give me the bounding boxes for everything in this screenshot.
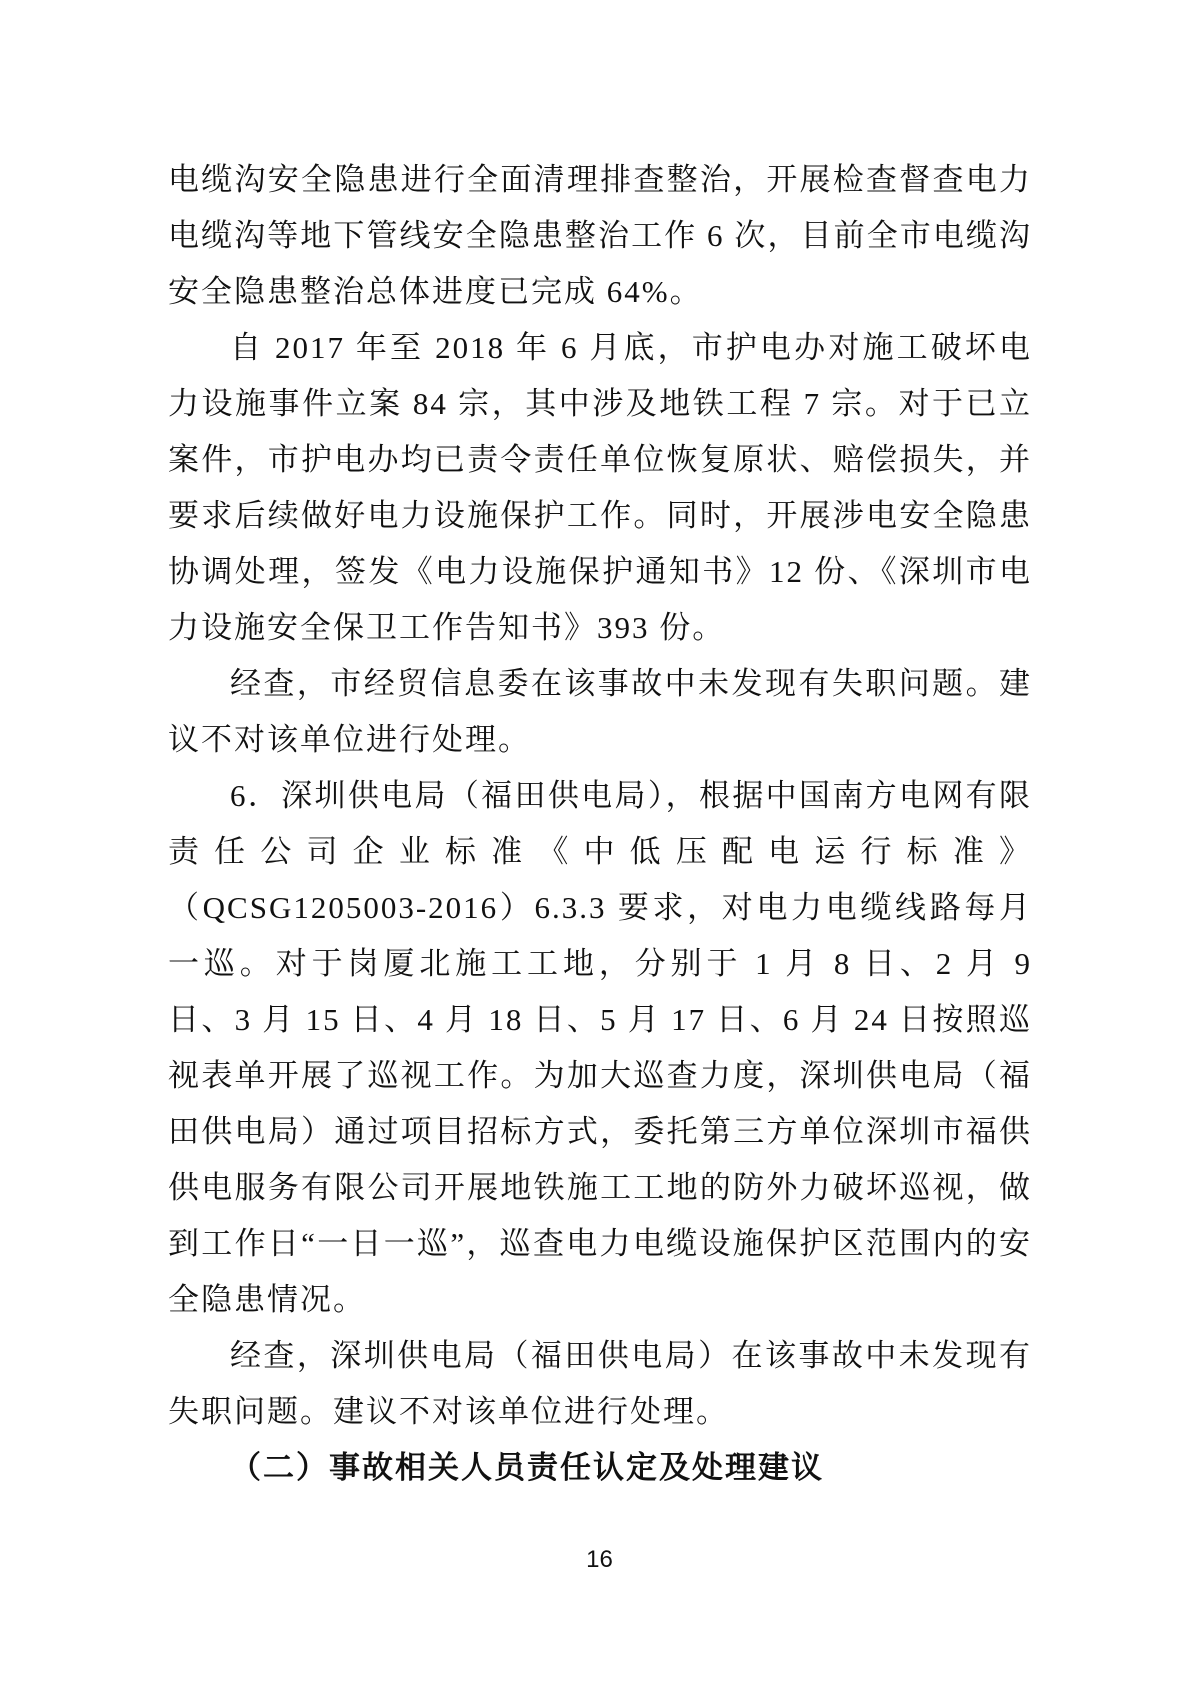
page-number: 16 bbox=[586, 1546, 613, 1573]
section-heading-responsibility: （二）事故相关人员责任认定及处理建议 bbox=[230, 1450, 824, 1485]
paragraph-conclusion-power-bureau: 经查，深圳供电局（福田供电局）在该事故中未发现有失职问题。建议不对该单位进行处理。 bbox=[168, 1338, 1032, 1429]
page-footer bbox=[0, 1546, 1199, 1574]
document-body bbox=[168, 152, 1032, 1496]
paragraph-cable-trench-remediation: 电缆沟安全隐患进行全面清理排查整治，开展检查督查电力电缆沟等地下管线安全隐患整治工作 6 次，目前全市电缆沟安全隐患整治总体进度已完成 64%。 bbox=[168, 162, 1032, 309]
paragraph-case-filing-stats: 自 2017 年至 2018 年 6 月底，市护电办对施工破坏电力设施事件立案 84 宗，其中涉及地铁工程 7 宗。对于已立案件，市护电办均已责令责任单位恢复原状、赔偿损失，并要求后续做好电力设施保护工作。同时，开展涉电安全隐患协调处理，签发《电力设施保护通知书》12 份、《深圳市电力设施安全保卫工作告知书》393 份。 bbox=[168, 330, 1032, 645]
paragraph-item-6-shenzhen-power-bureau: 6．深圳供电局（福田供电局），根据中国南方电网有限责任公司企业标准《中低压配电运行标准》（QCSG1205003-2016）6.3.3 要求，对电力电缆线路每月一巡。对于岗厦北施工工地，分别于 1 月 8 日、2 月 9 日、3 月 15 日、4 月 18 日、5 月 17 日、6 月 24 日按照巡视表单开展了巡视工作。为加大巡查力度，深圳供电局（福田供电局）通过项目招标方式，委托第三方单位深圳市福供供电服务有限公司开展地铁施工工地的防外力破坏巡视，做到工作日“一日一巡”，巡查电力电缆设施保护区范围内的安全隐患情况。 bbox=[168, 778, 1032, 1317]
paragraph-conclusion-jingmao-committee: 经查，市经贸信息委在该事故中未发现有失职问题。建议不对该单位进行处理。 bbox=[168, 666, 1032, 757]
